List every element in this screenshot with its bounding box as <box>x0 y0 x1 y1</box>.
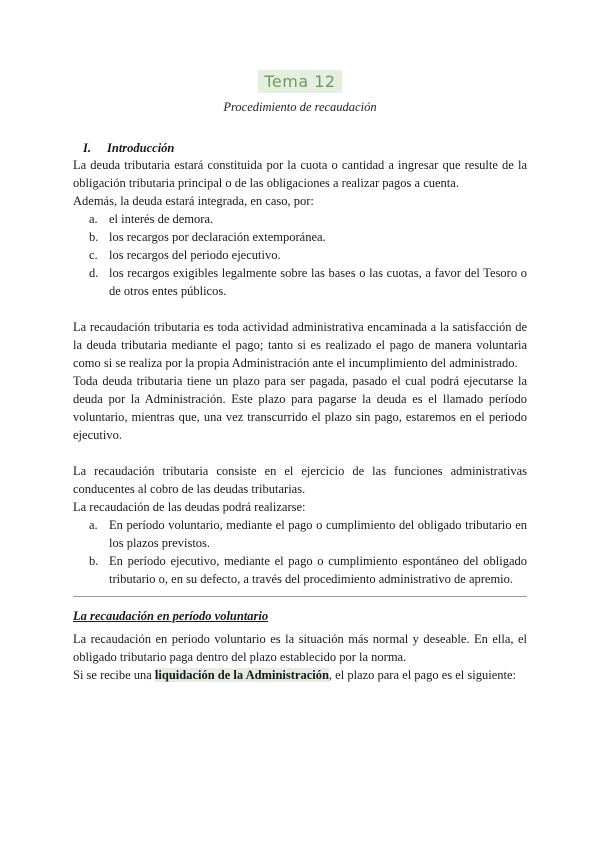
list-item-text: los recargos por declaración extemporánea. <box>109 230 326 244</box>
list-marker: d. <box>89 266 99 280</box>
paragraph: La recaudación en periodo voluntario es la situación más normal y deseable. En ella, el obligado tributario paga dentro del plazo establecido por la norma. <box>73 632 527 664</box>
paragraph: Toda deuda tributaria tiene un plazo para ser pagada, pasado el cual podrá ejecutarse la deuda por la Administración. Este plazo para pagarse la deuda es el llamado período voluntario, mientras que, una vez transcurrido el plazo sin pago, estaremos en el periodo ejecutivo. <box>73 374 527 442</box>
paragraph <box>73 666 527 684</box>
list-marker: a. <box>89 518 98 532</box>
text-run: Si se recibe una <box>73 668 155 682</box>
list-item-text: el interés de demora. <box>109 212 214 226</box>
paragraph: La recaudación tributaria es toda actividad administrativa encaminada a la satisfacción de la deuda tributaria mediante el pago; tanto si es realizado el pago de manera voluntaria como si se realiza por la propia Administración ante el incumplimiento del administrado. <box>73 320 527 370</box>
list-item <box>73 552 527 588</box>
highlighted-text: liquidación de la Administración <box>154 668 329 682</box>
list-item-text: los recargos del periodo ejecutivo. <box>109 248 281 262</box>
divider <box>73 596 527 597</box>
paragraph: Además, la deuda estará integrada, en caso, por: <box>73 194 314 208</box>
list-item-text: En período voluntario, mediante el pago o cumplimiento del obligado tributario en los plazos previstos. <box>109 518 527 550</box>
list-item <box>73 246 527 264</box>
list-marker: c. <box>89 248 98 262</box>
list-item <box>73 264 527 300</box>
ordered-list <box>73 210 527 300</box>
page-subtitle: Procedimiento de recaudación <box>223 100 377 114</box>
list-marker: b. <box>89 554 99 568</box>
section-heading <box>73 141 527 156</box>
list-marker: a. <box>89 212 98 226</box>
list-item-text: los recargos exigibles legalmente sobre las bases o las cuotas, a favor del Tesoro o de otros entes públicos. <box>109 266 527 298</box>
list-marker: b. <box>89 230 99 244</box>
list-item <box>73 228 527 246</box>
list-item <box>73 516 527 552</box>
list-item <box>73 210 527 228</box>
section-title: Introducción <box>107 141 175 155</box>
list-item-text: En período ejecutivo, mediante el pago o cumplimiento espontáneo del obligado tributario o, en su defecto, a través del procedimiento administrativo de apremio. <box>109 554 527 586</box>
paragraph: La recaudación de las deudas podrá realizarse: <box>73 500 306 514</box>
text-run: , el plazo para el pago es el siguiente: <box>328 668 517 682</box>
page-title: Tema 12 <box>258 70 341 93</box>
paragraph: La recaudación tributaria consiste en el ejercicio de las funciones administrativas conducentes al cobro de las deudas tributarias. <box>73 464 527 496</box>
paragraph: La deuda tributaria estará constituida por la cuota o cantidad a ingresar que resulte de la obligación tributaria principal o de las obligaciones a realizar pagos a cuenta. <box>73 158 527 190</box>
subsection-heading: La recaudación en período voluntario <box>73 609 269 623</box>
section-number: I. <box>83 141 91 155</box>
document-page <box>73 0 527 684</box>
ordered-list <box>73 516 527 588</box>
